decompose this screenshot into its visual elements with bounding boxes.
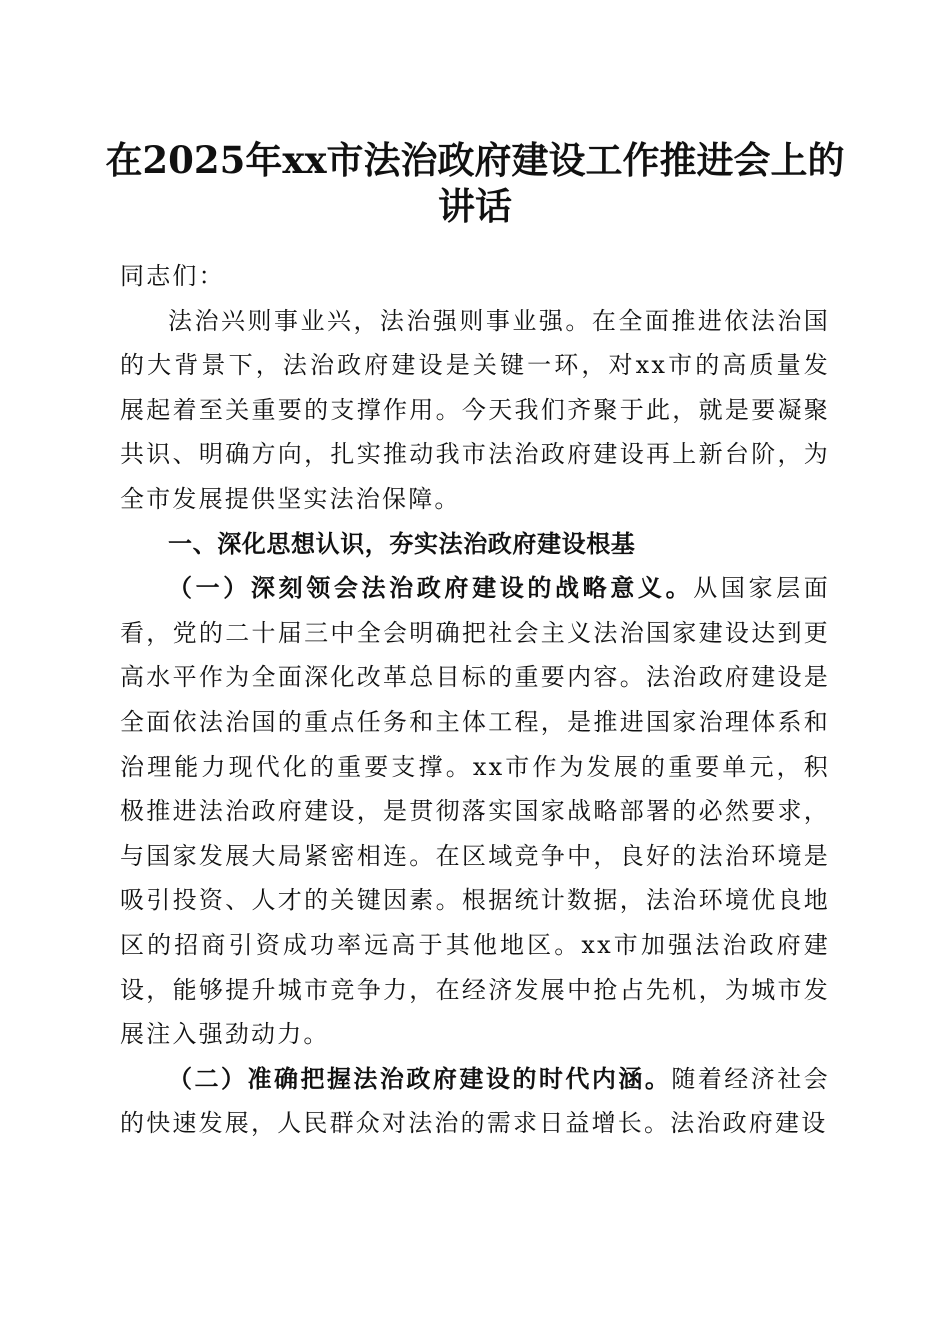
document-title-line2: 讲话 — [438, 184, 512, 228]
salutation: 同志们： — [120, 262, 225, 290]
document-title-line1: 在2025年xx市法治政府建设工作推进会上的 — [105, 138, 845, 182]
subsection-text-2: 随着经济社会的快速发展，人民群众对法治的需求日益增长。法治政府建设 — [120, 1064, 830, 1138]
intro-paragraph: 法治兴则事业兴，法治强则事业强。在全面推进依法治国的大背景下，法治政府建设是关键一环，对xx市的高质量发展起着至关重要的支撑作用。今天我们齐聚于此，就是要凝聚共识、明确方向，扎实推动我市法治政府建设再上新台阶，为全市发展提供坚实法治保障。 — [120, 306, 830, 513]
subsection-lead-1: （一）深刻领会法治政府建设的战略意义。 — [168, 573, 694, 603]
section-heading-1: 一、深化思想认识，夯实法治政府建设根基 — [168, 529, 636, 558]
subsection-lead-2: （二）准确把握法治政府建设的时代内涵。 — [168, 1063, 672, 1093]
subsection-text-1: 从国家层面看，党的二十届三中全会明确把社会主义法治国家建设达到更高水平作为全面深化改革总目标的重要内容。法治政府建设是全面依法治国的重点任务和主体工程，是推进国家治理体系和治理能力现代化的重要支撑。xx市作为发展的重要单元，积极推进法治政府建设，是贯彻落实国家战略部署的必然要求，与国家发展大局紧密相连。在区域竞争中，良好的法治环境是吸引投资、人才的关键因素。根据统计数据，法治环境优良地区的招商引资成功率远高于其他地区。xx市加强法治政府建设，能够提升城市竞争力，在经济发展中抢占先机，为城市发展注入强劲动力。 — [120, 574, 830, 1049]
document-body — [120, 254, 830, 1146]
subsection-paragraph-1 — [120, 566, 830, 1057]
subsection-paragraph-2 — [120, 1057, 830, 1146]
